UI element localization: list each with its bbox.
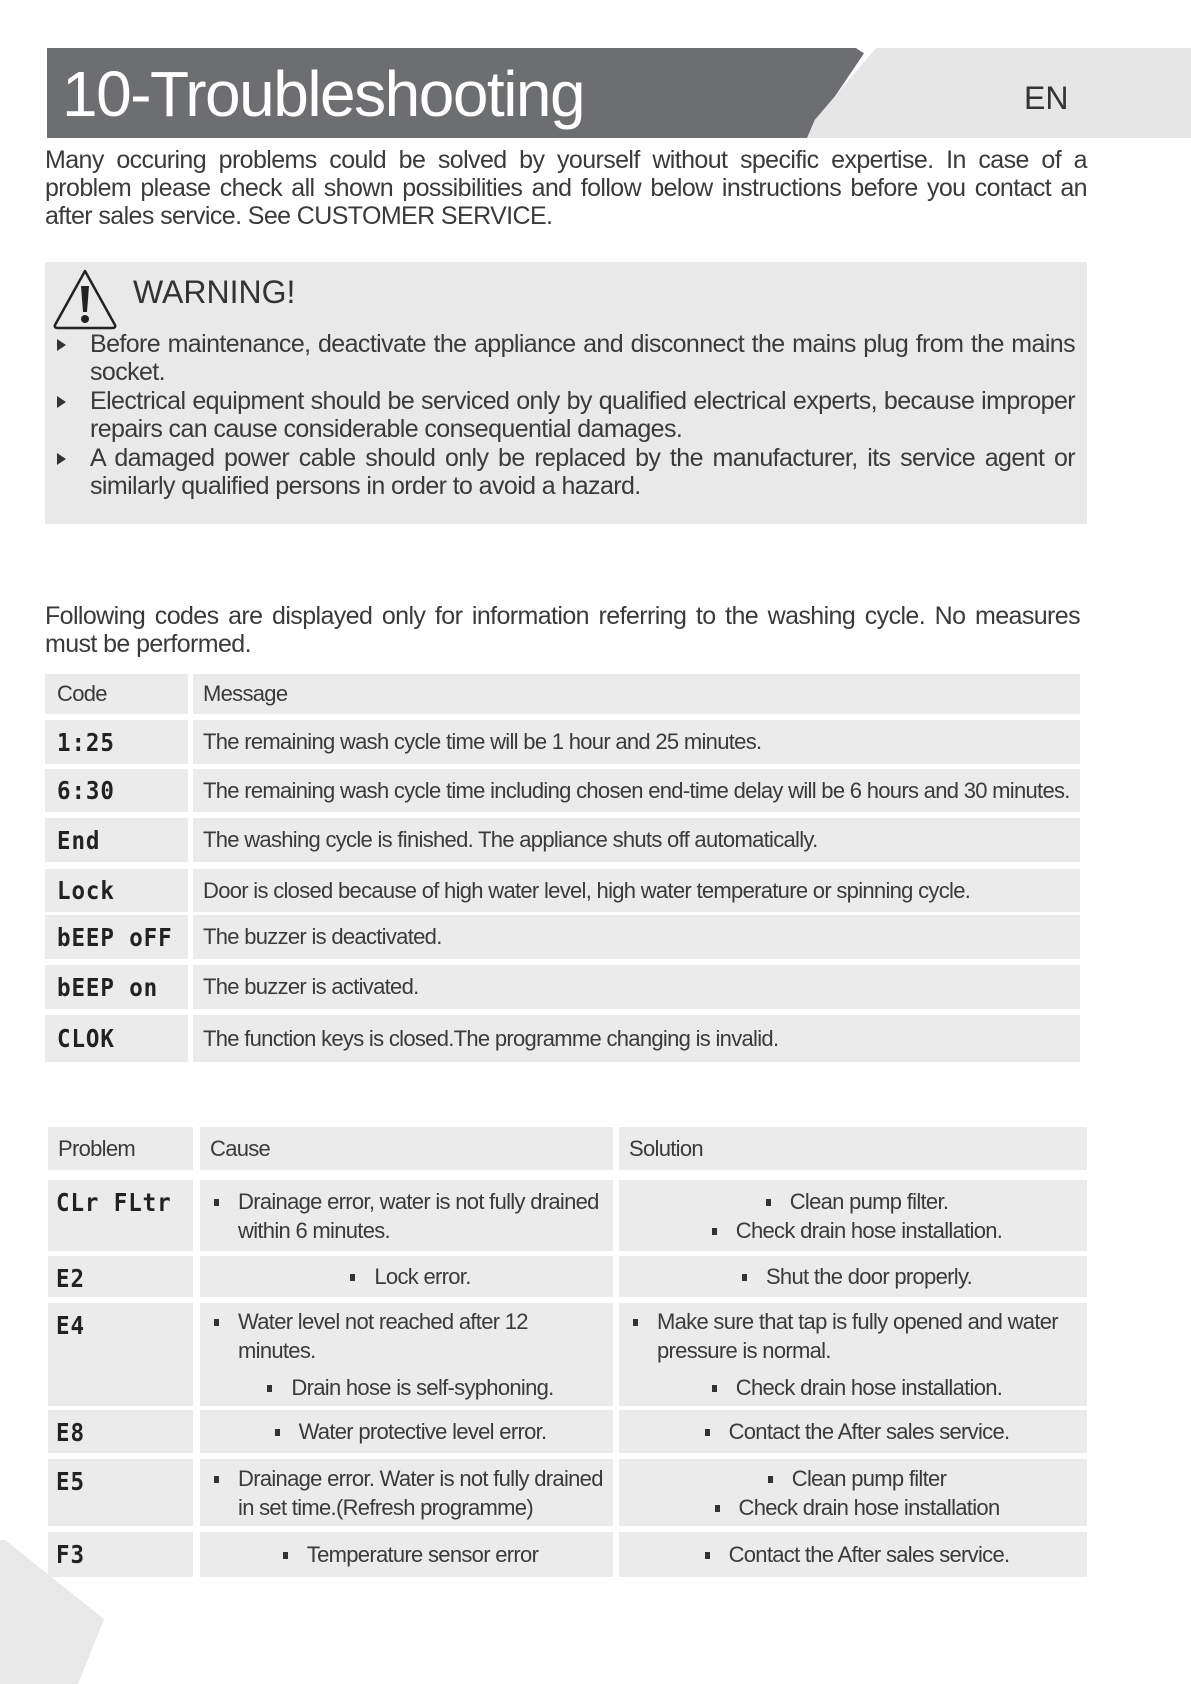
language-label: EN <box>1024 80 1069 116</box>
display-code: 1:25 <box>57 727 115 757</box>
message-cell <box>193 915 1080 959</box>
table-header-cell <box>48 1127 193 1170</box>
cause-cell <box>200 1180 613 1251</box>
code-cell <box>45 720 188 764</box>
warning-item-text: Before maintenance, deactivate the appliance and disconnect the mains plug from the mains socket. <box>90 330 1075 387</box>
display-code: End <box>57 825 101 855</box>
cause-item: Drain hose is self-syphoning. <box>257 1373 553 1402</box>
problem-code-cell <box>48 1256 193 1297</box>
problem-code-cell <box>48 1303 193 1406</box>
display-code: bEEP oFF <box>57 922 173 952</box>
cause-item: Water protective level error. <box>265 1417 547 1446</box>
cause-cell <box>200 1303 613 1406</box>
cause-item: Drainage error. Water is not fully drained in set time.(Refresh programme) <box>204 1464 607 1522</box>
solution-cell <box>619 1303 1087 1406</box>
code-cell <box>45 1015 188 1062</box>
code-cell <box>45 769 188 812</box>
solution-cell <box>619 1459 1087 1526</box>
codes-intro-text: Following codes are displayed only for information referring to the washing cycle. No measures must be performed. <box>45 602 1080 658</box>
table-header-cell <box>45 674 188 714</box>
display-code: Lock <box>57 876 115 905</box>
display-code: CLOK <box>57 1024 115 1053</box>
code-message: The washing cycle is finished. The appliance shuts off automatically. <box>203 827 818 852</box>
solution-item: Make sure that tap is fully opened and water pressure is normal. <box>623 1307 1081 1365</box>
column-header: Problem <box>58 1135 136 1161</box>
code-message: The remaining wash cycle time will be 1 hour and 25 minutes. <box>203 729 762 754</box>
cause-cell <box>200 1256 613 1297</box>
code-cell <box>45 915 188 959</box>
solution-item: Check drain hose installation <box>705 1493 1000 1522</box>
warning-box <box>45 262 1087 524</box>
table-header-cell <box>193 674 1080 714</box>
warning-item <box>45 444 1075 501</box>
column-header: Solution <box>629 1135 703 1161</box>
warning-item <box>45 387 1075 444</box>
code-message: The buzzer is activated. <box>203 974 419 999</box>
cause-item: Water level not reached after 12 minutes. <box>204 1307 607 1365</box>
warning-item-text: Electrical equipment should be serviced only by qualified electrical experts, because improper repairs can cause considerable consequential damages. <box>90 386 1075 444</box>
column-header: Message <box>203 681 288 706</box>
bullet-triangle-icon <box>57 396 66 408</box>
solution-item: Contact the After sales service. <box>695 1417 1010 1446</box>
problem-code-cell <box>48 1410 193 1453</box>
solution-item: Clean pump filter <box>758 1464 946 1493</box>
error-code: F3 <box>56 1540 85 1569</box>
error-code: E2 <box>56 1264 85 1293</box>
intro-text: Many occuring problems could be solved by yourself without specific expertise. In case of a problem please check all shown possibilities and follow below instructions before you contact an after sales service. See CUSTOMER SERVICE. <box>45 146 1087 230</box>
code-cell <box>45 869 188 912</box>
cause-cell <box>200 1410 613 1453</box>
error-code: E8 <box>56 1418 85 1447</box>
warning-title: WARNING! <box>133 274 296 310</box>
solution-item: Check drain hose installation. <box>702 1216 1002 1245</box>
table-header-cell <box>619 1127 1087 1170</box>
solution-item: Contact the After sales service. <box>695 1540 1010 1569</box>
code-message: Door is closed because of high water level, high water temperature or spinning cycle. <box>203 877 971 903</box>
problem-code-cell <box>48 1532 193 1577</box>
solution-item: Clean pump filter. <box>756 1187 949 1216</box>
cause-item: Temperature sensor error <box>273 1540 538 1569</box>
code-cell <box>45 818 188 862</box>
code-message: The function keys is closed.The programme changing is invalid. <box>203 1025 779 1051</box>
warning-item <box>45 330 1075 387</box>
solution-cell <box>619 1256 1087 1297</box>
problem-code-cell <box>48 1180 193 1251</box>
cause-item: Lock error. <box>340 1262 470 1291</box>
code-message: The remaining wash cycle time including chosen end-time delay will be 6 hours and 30 minutes. <box>203 777 1070 803</box>
cause-item: Drainage error, water is not fully drained within 6 minutes. <box>204 1187 607 1245</box>
page-title: 10-Troubleshooting <box>62 58 585 130</box>
cause-cell <box>200 1532 613 1577</box>
message-cell <box>193 818 1080 862</box>
solution-cell <box>619 1532 1087 1577</box>
display-code: 6:30 <box>57 776 115 805</box>
header-lang-tab <box>807 48 1191 138</box>
table-header-cell <box>200 1127 613 1170</box>
message-cell <box>193 965 1080 1009</box>
code-message: The buzzer is deactivated. <box>203 924 442 949</box>
message-cell <box>193 1015 1080 1062</box>
error-code: E5 <box>56 1467 85 1496</box>
solution-item: Check drain hose installation. <box>702 1373 1002 1402</box>
solution-item: Shut the door properly. <box>732 1262 972 1291</box>
message-cell <box>193 869 1080 912</box>
message-cell <box>193 769 1080 812</box>
cause-cell <box>200 1459 613 1526</box>
column-header: Cause <box>210 1135 271 1161</box>
error-code: CLr FLtr <box>56 1188 172 1217</box>
solution-cell <box>619 1410 1087 1453</box>
error-code: E4 <box>56 1311 85 1340</box>
bullet-triangle-icon <box>57 339 66 351</box>
code-cell <box>45 965 188 1009</box>
column-header: Code <box>57 681 107 706</box>
problem-code-cell <box>48 1459 193 1526</box>
solution-cell <box>619 1180 1087 1251</box>
warning-list <box>45 330 1075 500</box>
warning-triangle-icon <box>52 268 118 330</box>
warning-item-text: A damaged power cable should only be replaced by the manufacturer, its service agent or similarly qualified persons in order to avoid a hazard. <box>90 443 1075 501</box>
bullet-triangle-icon <box>57 453 66 465</box>
message-cell <box>193 720 1080 764</box>
display-code: bEEP on <box>57 972 159 1002</box>
